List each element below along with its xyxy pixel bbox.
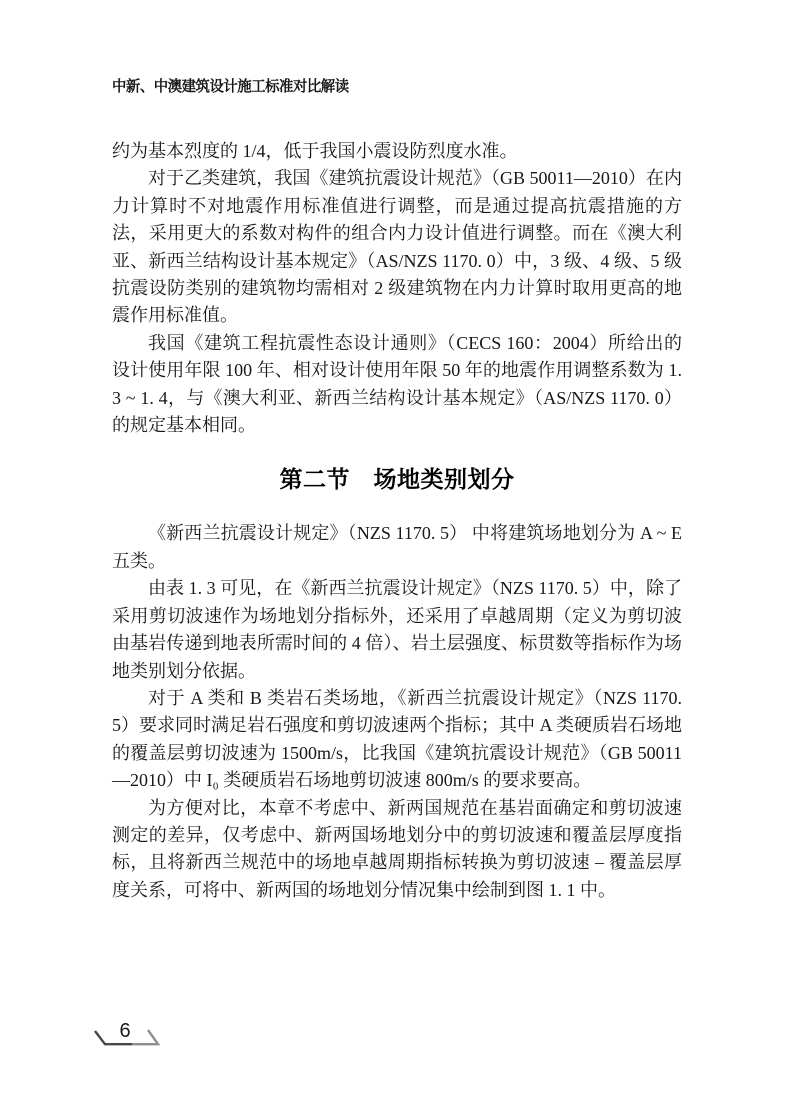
paragraph: 为方便对比，本章不考虑中、新两国规范在基岩面确定和剪切波速测定的差异，仅考虑中、新两国场地划分中的剪切波速和覆盖层厚度指标，且将新西兰规范中的场地卓越周期指标转换为剪切波速 – 覆盖层厚度关系，可将中、新两国的场地划分情况集中绘制到图 1. 1 中。	[112, 797, 682, 900]
paragraph-continuation: 约为基本烈度的 1/4，低于我国小震设防烈度水准。	[112, 141, 518, 161]
page-number: 6	[119, 1020, 131, 1042]
page-body	[112, 138, 682, 904]
running-header: 中新、中澳建筑设计施工标准对比解读	[112, 78, 349, 95]
paragraph: 《新西兰抗震设计规定》（NZS 1170. 5） 中将建筑场地划分为 A ~ E 五类。	[112, 523, 682, 571]
paragraph: 对于 A 类和 B 类岩石类场地，《新西兰抗震设计规定》（NZS 1170. 5）要求同时满足岩石强度和剪切波速两个指标；其中 A 类硬质岩石场地的覆盖层剪切波速为 1500m/s，比我国《建筑抗震设计规范》（GB 50011—2010）中 I₀ 类硬质岩石场地剪切波速 800m/s 的要求要高。	[112, 687, 683, 791]
ornament-right-stroke	[132, 1030, 158, 1044]
paragraph: 对于乙类建筑，我国《建筑抗震设计规范》（GB 50011—2010）在内力计算时不对地震作用标准值进行调整，而是通过提高抗震措施的方法，采用更大的系数对构件的组合内力设计值进行调整。而在《澳大利亚、新西兰结构设计基本规定》（AS/NZS 1170. 0）中，3 级、4 级、5 级抗震设防类别的建筑物均需相对 2 级建筑物在内力计算时取用更高的地震作用标准值。	[112, 168, 682, 326]
paragraph: 我国《建筑工程抗震性态设计通则》（CECS 160：2004）所给出的设计使用年限 100 年、相对设计使用年限 50 年的地震作用调整系数为 1. 3 ~ 1. 4，与《澳大利亚、新西兰结构设计基本规定》（AS/NZS 1170. 0）的规定基本相同。	[112, 332, 682, 436]
section-heading: 第二节 场地类别划分	[279, 466, 515, 493]
page-number-ornament	[88, 1005, 168, 1053]
paragraph: 由表 1. 3 可见，在《新西兰抗震设计规定》（NZS 1170. 5）中，除了采用剪切波速作为场地划分指标外，还采用了卓越周期（定义为剪切波由基岩传递到地表所需时间的 4 倍）、岩土层强度、标贯数等指标作为场地类别划分依据。	[112, 578, 682, 681]
